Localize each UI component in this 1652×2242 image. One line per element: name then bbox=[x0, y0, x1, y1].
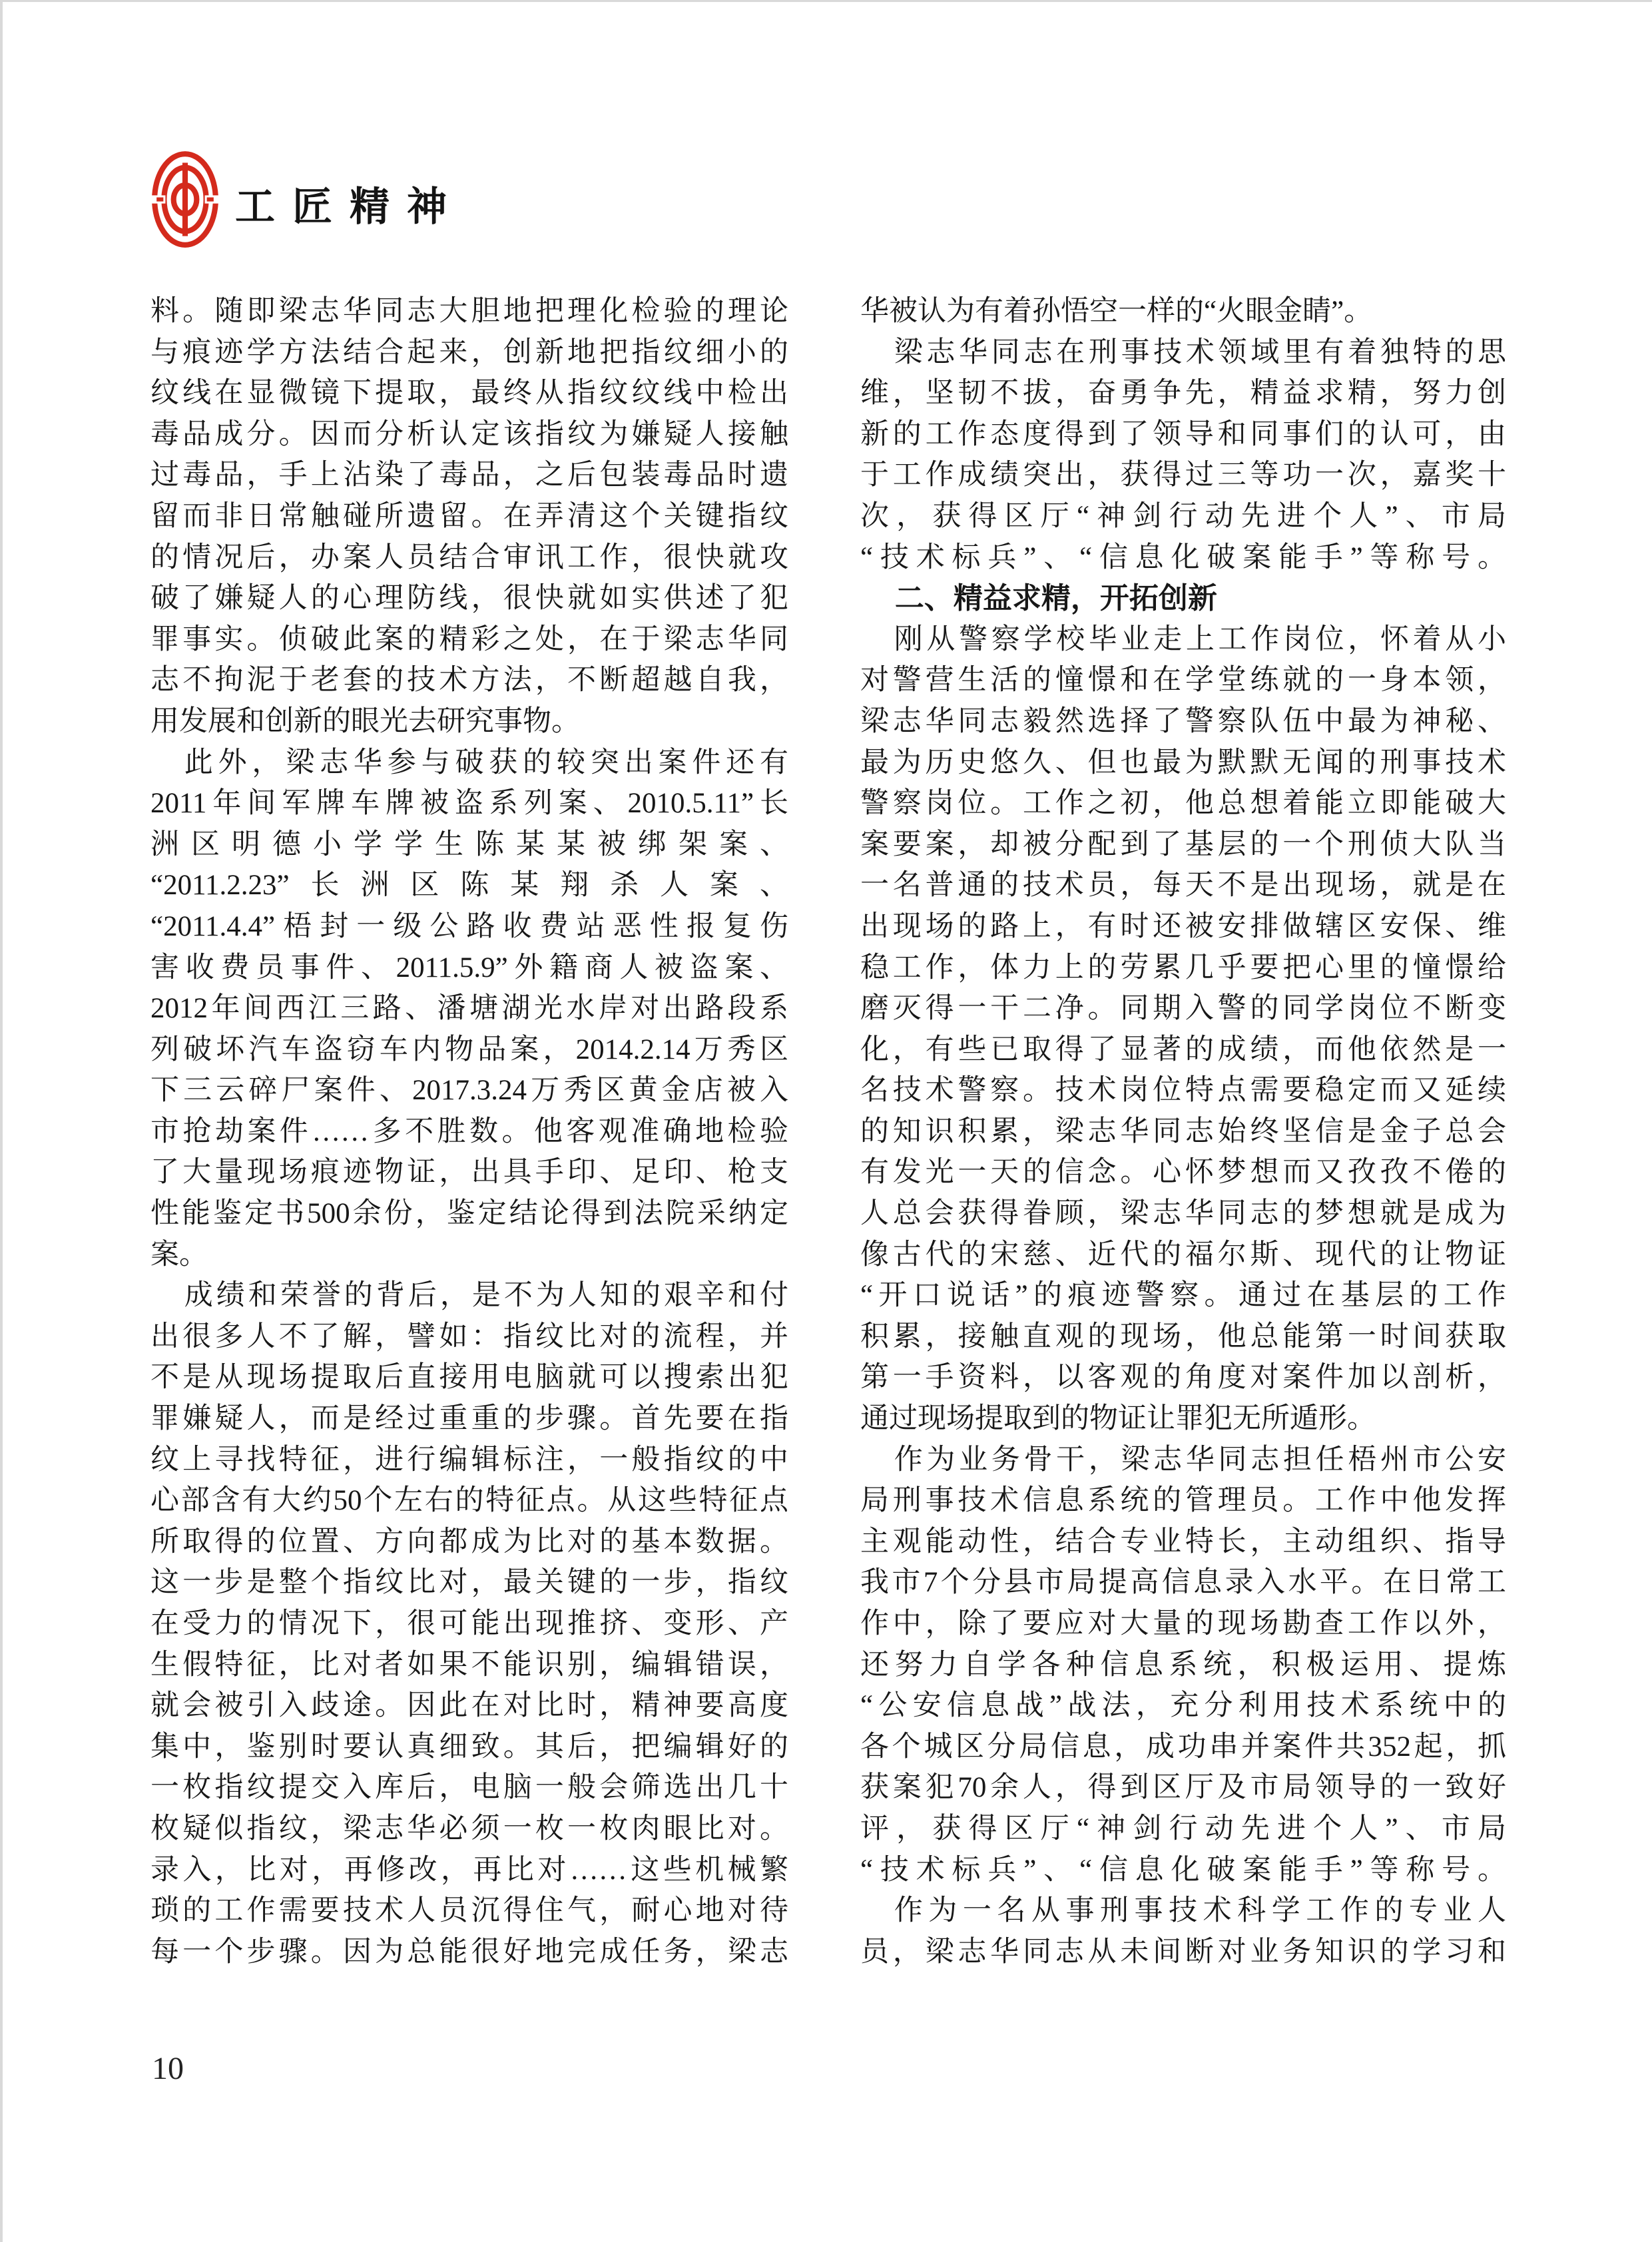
text-line: 有发光一天的信念。心怀梦想而又孜孜不倦的 bbox=[860, 1157, 1506, 1189]
text-line: 2011年间军牌车牌被盗系列案、2010.5.11”长 bbox=[150, 788, 788, 820]
text-line: 次，获得区厅“神剑行动先进个人”、市局 bbox=[860, 500, 1506, 532]
text-line: 案要案，却被分配到了基层的一个刑侦大队当 bbox=[860, 828, 1506, 860]
text-line: 集中，鉴别时要认真细致。其后，把编辑好的 bbox=[150, 1731, 788, 1763]
text-line: 新的工作态度得到了领导和同事们的认可，由 bbox=[860, 418, 1506, 450]
text-line: 成绩和荣誉的背后，是不为人知的艰辛和付 bbox=[184, 1280, 788, 1312]
text-line: 列破坏汽车盗窃车内物品案，2014.2.14万秀区 bbox=[150, 1033, 788, 1065]
text-line: 过毒品，手上沾染了毒品，之后包装毒品时遗 bbox=[150, 459, 788, 491]
text-line: 警察岗位。工作之初，他总想着能立即能破大 bbox=[860, 788, 1506, 820]
text-line: 的知识积累，梁志华同志始终坚信是金子总会 bbox=[860, 1115, 1506, 1147]
text-line: 2012年间西江三路、潘塘湖光水岸对出路段系 bbox=[150, 993, 788, 1025]
trade-union-emblem-icon bbox=[151, 150, 219, 252]
text-line: 人总会获得眷顾，梁志华同志的梦想就是成为 bbox=[860, 1198, 1506, 1230]
text-line: 每一个步骤。因为总能很好地完成任务，梁志 bbox=[150, 1936, 788, 1968]
text-line: 积累，接触直观的现场，他总能第一时间获取 bbox=[860, 1320, 1506, 1352]
text-line: 作中，除了要应对大量的现场勘查工作以外， bbox=[860, 1608, 1506, 1639]
text-line: 还努力自学各种信息系统，积极运用、提炼 bbox=[860, 1649, 1506, 1681]
text-line: 我市7个分县市局提高信息录入水平。在日常工 bbox=[860, 1567, 1506, 1599]
text-line: 作为业务骨干，梁志华同志担任梧州市公安 bbox=[894, 1444, 1506, 1476]
text-line: 志不拘泥于老套的技术方法，不断超越自我， bbox=[150, 665, 788, 697]
text-line: 料。随即梁志华同志大胆地把理化检验的理论 bbox=[150, 296, 788, 327]
text-line: 市抢劫案件……多不胜数。他客观准确地检验 bbox=[150, 1115, 788, 1147]
text-line: 通过现场提取到的物证让罪犯无所遁形。 bbox=[860, 1403, 1376, 1435]
text-line: 性能鉴定书500余份，鉴定结论得到法院采纳定 bbox=[150, 1198, 788, 1230]
text-line: “2011.4.4”梧封一级公路收费站恶性报复伤 bbox=[150, 910, 788, 942]
text-line: 局刑事技术信息系统的管理员。工作中他发挥 bbox=[860, 1485, 1506, 1517]
text-line: 第一手资料，以客观的角度对案件加以剖析， bbox=[860, 1362, 1506, 1394]
text-line: 一名普通的技术员，每天不是出现场，就是在 bbox=[860, 870, 1506, 902]
text-line: 最为历史悠久、但也最为默默无闻的刑事技术 bbox=[860, 746, 1506, 778]
text-line: 毒品成分。因而分析认定该指纹为嫌疑人接触 bbox=[150, 418, 788, 450]
text-line: 枚疑似指纹，梁志华必须一枚一枚肉眼比对。 bbox=[150, 1813, 788, 1844]
text-line: 维，坚韧不拔，奋勇争先，精益求精，努力创 bbox=[860, 378, 1506, 410]
text-line: 罪嫌疑人，而是经过重重的步骤。首先要在指 bbox=[150, 1403, 788, 1435]
text-line: 对警营生活的憧憬和在学堂练就的一身本领， bbox=[860, 665, 1506, 697]
text-line: 纹上寻找特征，进行编辑标注，一般指纹的中 bbox=[150, 1444, 788, 1476]
text-line: 所取得的位置、方向都成为比对的基本数据。 bbox=[150, 1526, 788, 1557]
text-line: 出现场的路上，有时还被安排做辖区安保、维 bbox=[860, 910, 1506, 942]
text-line: “公安信息战”战法，充分利用技术系统中的 bbox=[860, 1690, 1506, 1722]
text-line: “技术标兵”、“信息化破案能手”等称号。 bbox=[860, 541, 1506, 573]
text-line: 生假特征，比对者如果不能识别，编辑错误， bbox=[150, 1649, 788, 1681]
text-line: “开口说话”的痕迹警察。通过在基层的工作 bbox=[860, 1280, 1506, 1312]
text-line: 像古代的宋慈、近代的福尔斯、现代的让物证 bbox=[860, 1239, 1506, 1270]
text-line: 此外，梁志华参与破获的较突出案件还有 bbox=[184, 746, 788, 778]
logo-title: 工匠精神 bbox=[235, 184, 464, 229]
text-line: 破了嫌疑人的心理防线，很快就如实供述了犯 bbox=[150, 583, 788, 615]
text-line: 稳工作，体力上的劳累几乎要把心里的憧憬给 bbox=[860, 952, 1506, 983]
right-text-column bbox=[860, 291, 1506, 1972]
text-line: 留而非日常触碰所遗留。在弄清这个关键指纹 bbox=[150, 500, 788, 532]
left-text-column bbox=[150, 291, 788, 1972]
text-line: 员，梁志华同志从未间断对业务知识的学习和 bbox=[860, 1936, 1506, 1968]
text-line: 在受力的情况下，很可能出现推挤、变形、产 bbox=[150, 1608, 788, 1639]
text-line: 出很多人不了解，譬如：指纹比对的流程，并 bbox=[150, 1320, 788, 1352]
section-heading: 二、精益求精，开拓创新 bbox=[894, 582, 1217, 615]
text-line: 纹线在显微镜下提取，最终从指纹纹线中检出 bbox=[150, 378, 788, 410]
text-line: 于工作成绩突出，获得过三等功一次，嘉奖十 bbox=[860, 459, 1506, 491]
text-line: 琐的工作需要技术人员沉得住气，耐心地对待 bbox=[150, 1895, 788, 1927]
text-line: 化，有些已取得了显著的成绩，而他依然是一 bbox=[860, 1033, 1506, 1065]
text-line: 害收费员事件、2011.5.9”外籍商人被盗案、 bbox=[150, 952, 788, 983]
text-line: 梁志华同志在刑事技术领域里有着独特的思 bbox=[894, 336, 1506, 368]
text-line: 录入，比对，再修改，再比对……这些机械繁 bbox=[150, 1854, 788, 1886]
text-line: 主观能动性，结合专业特长，主动组织、指导 bbox=[860, 1526, 1506, 1557]
text-line: 作为一名从事刑事技术科学工作的专业人 bbox=[894, 1895, 1506, 1927]
text-line: 梁志华同志毅然选择了警察队伍中最为神秘、 bbox=[860, 705, 1506, 737]
text-line: 洲区明德小学学生陈某某被绑架案、 bbox=[150, 828, 788, 860]
text-line: 用发展和创新的眼光去研究事物。 bbox=[150, 705, 580, 737]
text-line: 获案犯70余人，得到区厅及市局领导的一致好 bbox=[860, 1772, 1506, 1804]
page-number: 10 bbox=[152, 2051, 184, 2086]
text-line: 磨灭得一干二净。同期入警的同学岗位不断变 bbox=[860, 993, 1506, 1025]
text-line: 的情况后，办案人员结合审讯工作，很快就攻 bbox=[150, 541, 788, 573]
text-line: 下三云碎尸案件、2017.3.24万秀区黄金店被入 bbox=[150, 1075, 788, 1107]
text-line: 评，获得区厅“神剑行动先进个人”、市局 bbox=[860, 1813, 1506, 1844]
text-line: 名技术警察。技术岗位特点需要稳定而又延续 bbox=[860, 1075, 1506, 1107]
text-line: “2011.2.23”长洲区陈某翔杀人案、 bbox=[150, 870, 788, 902]
text-line: 这一步是整个指纹比对，最关键的一步，指纹 bbox=[150, 1567, 788, 1599]
text-line: 与痕迹学方法结合起来，创新地把指纹细小的 bbox=[150, 336, 788, 368]
text-line: 案。 bbox=[150, 1239, 208, 1270]
text-line: 一枚指纹提交入库后，电脑一般会筛选出几十 bbox=[150, 1772, 788, 1804]
text-line: 各个城区分局信息，成功串并案件共352起，抓 bbox=[860, 1731, 1506, 1763]
text-line: 罪事实。侦破此案的精彩之处，在于梁志华同 bbox=[150, 623, 788, 655]
page-header bbox=[151, 150, 464, 252]
text-line: 了大量现场痕迹物证，出具手印、足印、枪支 bbox=[150, 1157, 788, 1189]
text-line: 就会被引入歧途。因此在对比时，精神要高度 bbox=[150, 1690, 788, 1722]
text-line: 不是从现场提取后直接用电脑就可以搜索出犯 bbox=[150, 1362, 788, 1394]
text-line: 华被认为有着孙悟空一样的“火眼金睛”。 bbox=[860, 296, 1373, 327]
text-line: 心部含有大约50个左右的特征点。从这些特征点 bbox=[150, 1485, 788, 1517]
text-line: 刚从警察学校毕业走上工作岗位，怀着从小 bbox=[894, 623, 1506, 655]
text-line: “技术标兵”、“信息化破案能手”等称号。 bbox=[860, 1854, 1506, 1886]
